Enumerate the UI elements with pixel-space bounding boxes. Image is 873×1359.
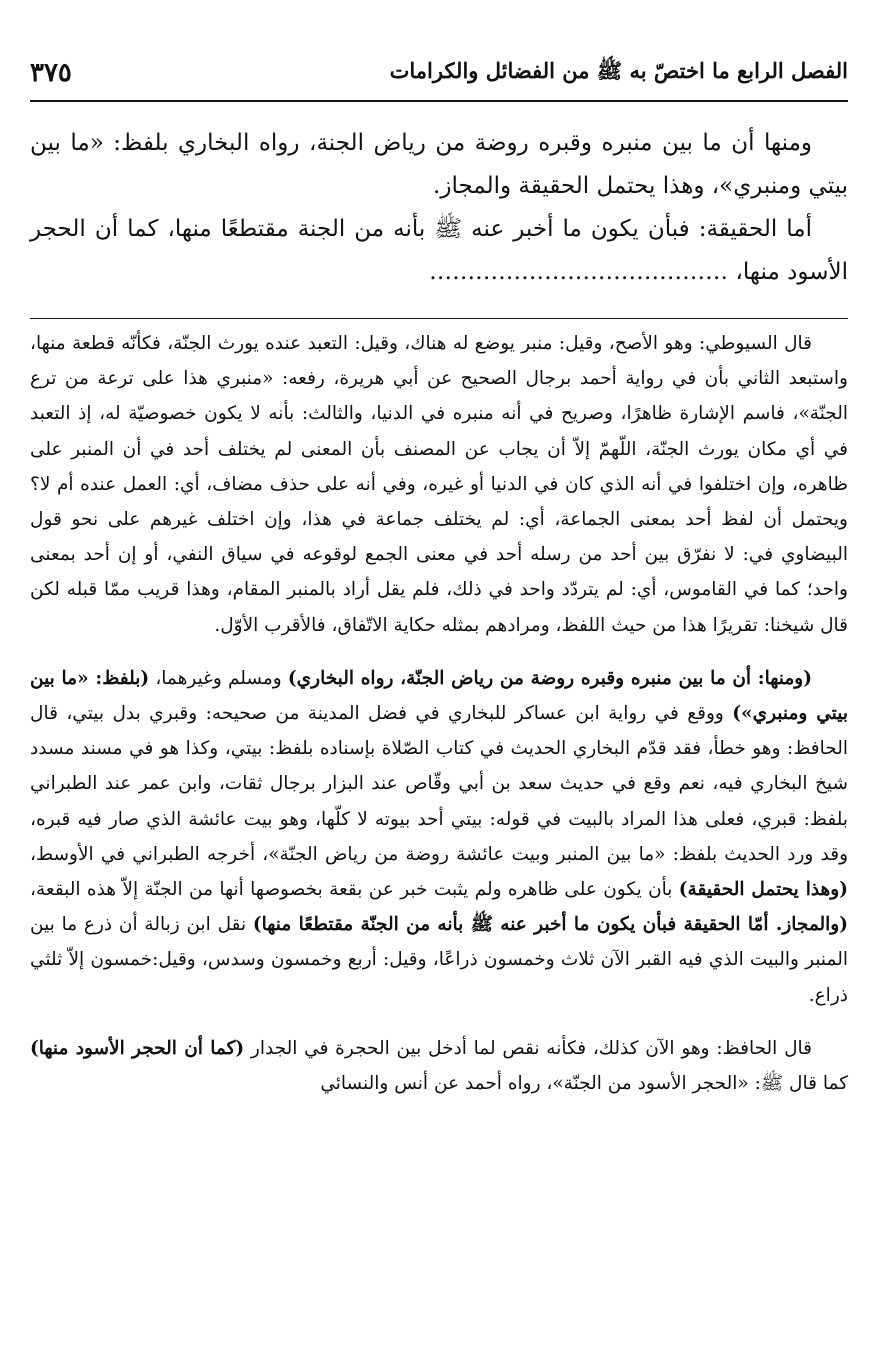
commentary-text: كما قال ﷺ: «الحجر الأسود من الجنّة»، رواه أحمد عن أنس والنسائي	[320, 1073, 848, 1095]
commentary-text: نقل ابن زبالة أن ذرع ما بين المنبر والبيت الذي فيه القبر الآن ثلاث وخمسون ذراعًا، وقيل: أربع وخمسون وسدس، وقيل:خمسون إلاّ ثلثي ذراع.	[30, 914, 848, 1006]
commentary-text: بأن يكون على ظاهره ولم يثبت خبر عن بقعة بخصوصها أنها من الجنّة إلاّ هذه البقعة،	[30, 879, 679, 901]
quoted-text: (وهذا يحتمل الحقيقة)	[678, 879, 848, 901]
chapter-title: الفصل الرابع ما اختصّ به ﷺ من الفضائل والكرامات	[389, 57, 848, 83]
main-paragraph-2	[30, 208, 848, 294]
commentary-divider	[30, 318, 848, 319]
book-page	[30, 0, 848, 1359]
main-paragraph-1: ومنها أن ما بين منبره وقبره روضة من رياض الجنة، رواه البخاري بلفظ: «ما بين بيتي ومنبري»، وهذا يحتمل الحقيقة والمجاز.	[30, 130, 848, 199]
header-divider	[30, 100, 848, 102]
commentary-text: قال الحافظ: وهو الآن كذلك، فكأنه نقص لما أدخل بين الحجرة في الجدار	[244, 1037, 812, 1059]
commentary	[30, 326, 848, 1101]
commentary-paragraph-3	[30, 1031, 848, 1101]
page-number: ٣٧٥	[30, 58, 72, 88]
page-header	[30, 52, 848, 94]
quoted-text: (ومنها: أن ما بين منبره وقبره روضة من رياض الجنّة، رواه البخاري)	[287, 667, 812, 689]
quoted-text: (بلفظ: «ما بين بيتي ومنبري»)	[30, 667, 848, 725]
commentary-paragraph-2	[30, 661, 848, 1013]
commentary-text: ومسلم وغيرهما،	[149, 667, 288, 689]
commentary-text: ووقع في رواية ابن عساكر للبخاري في فضل المدينة من صحيحه: وقبري بدل بيتي، قال الحافظ: وهو خطأ، فقد قدّم البخاري الحديث في كتاب الصّلاة بإسناده بلفظ: بيتي، وكذا هو في مسند مسدد شيخ البخاري فيه، نعم وقع في حديث سعد بن أبي وقّاص عند البزار برجال ثقات، وابن عمر عند الطبراني بلفظ: قبري، فعلى هذا المراد بالبيت في قوله: بيتي أحد بيوته لا كلّها، وهو بيت عائشة الذي صار فيه قبره، وقد ورد الحديث بلفظ: «ما بين المنبر وبيت عائشة روضة من رياض الجنّة»، أخرجه الطبراني في الأوسط،	[30, 703, 848, 865]
quoted-text: (كما أن الحجر الأسود منها)	[30, 1037, 245, 1059]
quoted-text: (والمجاز. أمّا الحقيقة فبأن يكون ما أخبر عنه ﷺ بأنه من الجنّة مقتطعًا منها)	[252, 914, 848, 936]
main-text	[30, 122, 848, 294]
main-paragraph-2-text: أما الحقيقة: فبأن يكون ما أخبر عنه ﷺ بأنه من الجنة مقتطعًا منها، كما أن الحجر الأسود منها،	[30, 216, 848, 285]
commentary-paragraph-1: قال السيوطي: وهو الأصح، وقيل: منبر يوضع له هناك، وقيل: التعبد عنده يورث الجنّة، فكأنّه قطعة منها، واستبعد الثاني بأن في رواية أحمد برجال الصحيح عن أبي هريرة، رفعه: «منبري هذا على ترعة من ترع الجنّة»، فاسم الإشارة ظاهرًا، وصريح في أنه منبره في الدنيا، والثالث: بأنه لا يكون خصوصيّة له، إذ التعبد في أي مكان يورث الجنّة، اللّهمّ إلاّ أن يجاب عن المصنف بأن المعنى لم يختلف أحد في أن المنبر على ظاهره، وإن اختلفوا في أنه الذي كان في الدنيا أو غيره، وفي أنه على حذف مضاف، أي: العمل عنده أم لا؟ ويحتمل أن لفظ أحد بمعنى الجماعة، أي: لم يختلف جماعة في هذا، وإن اختلف غيرهم على نحو قول البيضاوي في: لا نفرّق بين أحد من رسله أحد في معنى الجمع لوقوعه في سياق النفي، أو إن أحد بمعنى واحد؛ كما في القاموس، أي: لم يتردّد واحد في ذلك، فلم يقل أراد بالمنبر المقام، وهذا قريب ممّا قبله لكن قال شيخنا: تقريرًا هذا من حيث اللفظ، ومرادهم بمثله حكاية الاتّفاق، فالأقرب الأوّل.	[30, 333, 848, 636]
continuation-dots: …………………………………	[429, 259, 729, 285]
